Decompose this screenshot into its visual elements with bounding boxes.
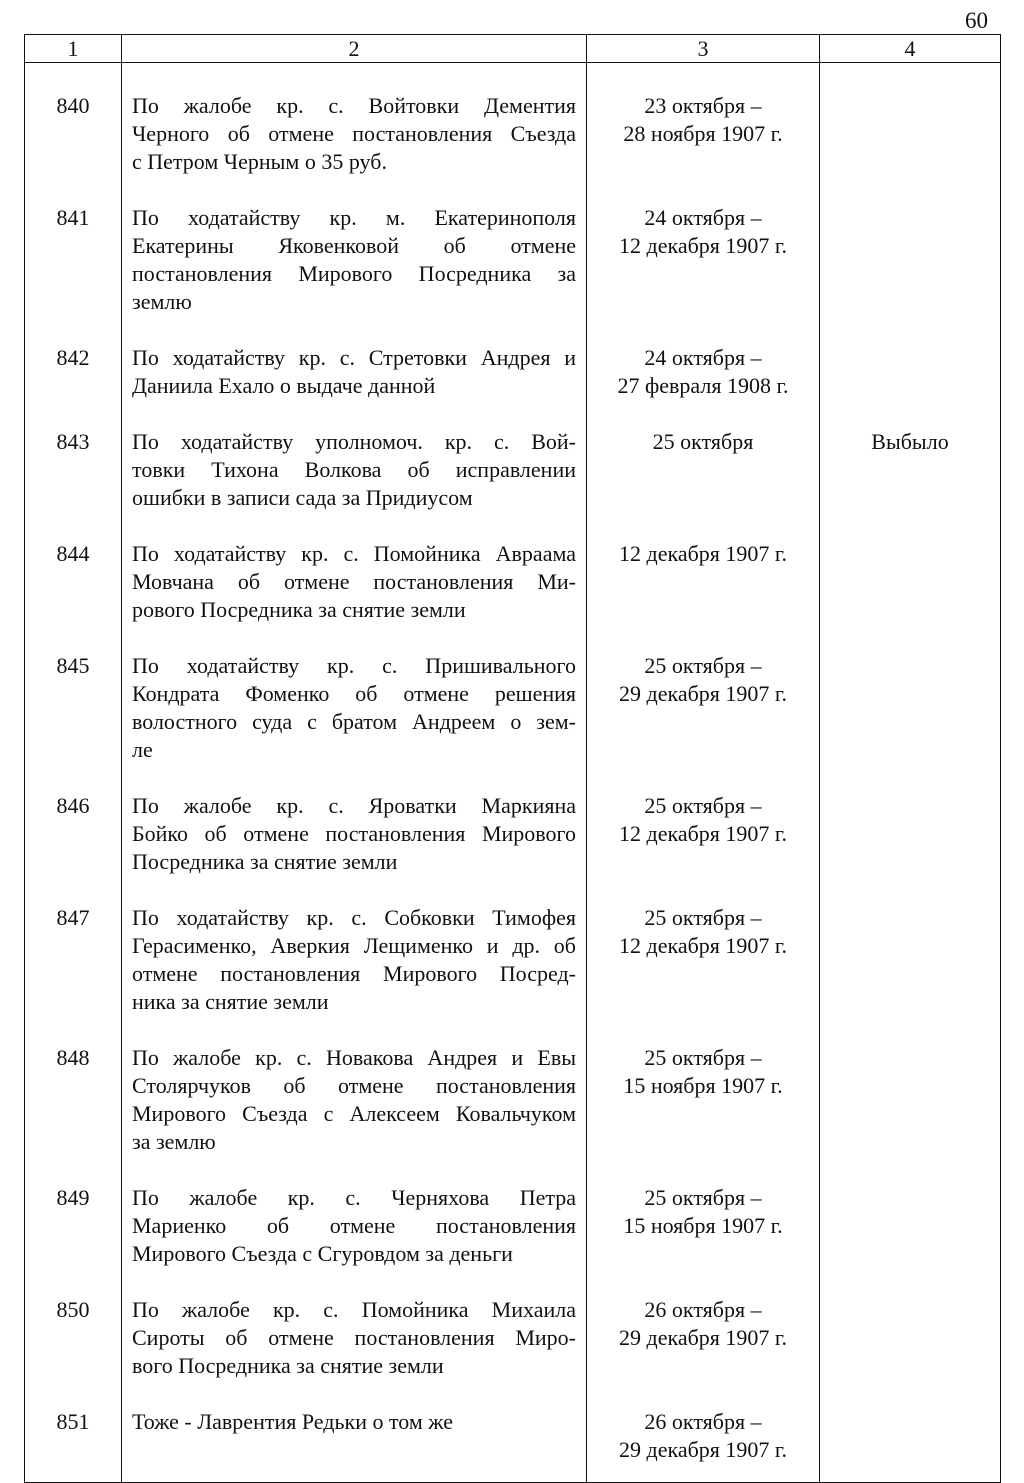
spacer-cell <box>122 316 587 344</box>
entry-note <box>820 652 1001 764</box>
entry-number: 848 <box>25 1044 122 1156</box>
entry-number: 845 <box>25 652 122 764</box>
entry-note <box>820 792 1001 876</box>
spacer-row <box>25 1464 1001 1483</box>
description-line: Екатерины Яковенковой об отмене <box>132 233 576 258</box>
date-line: 26 октября – <box>644 1409 762 1434</box>
entry-number: 843 <box>25 428 122 512</box>
description-line: По ходатайству кр. с. Помойника Авраама <box>132 541 576 566</box>
date-line: 28 ноября 1907 г. <box>623 121 783 146</box>
entry-description <box>122 344 587 400</box>
description-line: постановления Мирового Посредника за <box>132 261 576 286</box>
description-line: Мовчана об отмене постановления Ми- <box>132 569 576 594</box>
spacer-cell <box>587 764 820 792</box>
entry-dates <box>587 1044 820 1156</box>
entry-dates <box>587 204 820 316</box>
spacer-cell <box>587 1380 820 1408</box>
table-row <box>25 1408 1001 1464</box>
spacer-cell <box>25 176 122 204</box>
description-line: Черного об отмене постановления Съезда <box>132 121 576 146</box>
spacer-cell <box>820 764 1001 792</box>
spacer-cell <box>122 1016 587 1044</box>
spacer-row <box>25 876 1001 904</box>
description-line: По жалобе кр. с. Новакова Андрея и Евы <box>132 1045 576 1070</box>
description-line: Бойко об отмене постановления Мирового <box>132 821 576 846</box>
date-line: 25 октября – <box>644 905 762 930</box>
entry-description <box>122 1408 587 1464</box>
description-line: рового Посредника за снятие земли <box>132 597 466 622</box>
entry-description <box>122 792 587 876</box>
date-line: 12 декабря 1907 г. <box>619 821 787 846</box>
spacer-cell <box>122 764 587 792</box>
entry-description <box>122 904 587 1016</box>
spacer-row <box>25 512 1001 540</box>
spacer-row <box>25 1156 1001 1184</box>
date-line: 24 октября – <box>644 345 762 370</box>
spacer-cell <box>25 876 122 904</box>
spacer-cell <box>25 512 122 540</box>
column-header-notes: 4 <box>820 35 1001 63</box>
spacer-cell <box>820 63 1001 93</box>
description-line: ника за снятие земли <box>132 989 329 1014</box>
spacer-row <box>25 624 1001 652</box>
spacer-cell <box>820 1016 1001 1044</box>
spacer-cell <box>122 176 587 204</box>
entry-description <box>122 652 587 764</box>
spacer-cell <box>587 624 820 652</box>
entry-number: 841 <box>25 204 122 316</box>
date-line: 25 октября – <box>644 1045 762 1070</box>
date-line: 25 октября <box>652 429 754 454</box>
spacer-row <box>25 63 1001 93</box>
date-line: 29 декабря 1907 г. <box>619 681 787 706</box>
spacer-cell <box>820 624 1001 652</box>
date-line: 24 октября – <box>644 205 762 230</box>
table-row <box>25 904 1001 1016</box>
spacer-cell <box>587 176 820 204</box>
description-line: ошибки в записи сада за Придиусом <box>132 485 473 510</box>
entry-description <box>122 204 587 316</box>
entry-dates <box>587 1184 820 1268</box>
description-line: По жалобе кр. с. Помойника Михаила <box>132 1297 576 1322</box>
entry-number: 840 <box>25 92 122 176</box>
description-line: Герасименко, Аверкия Лещименко и др. об <box>132 933 576 958</box>
entry-number: 844 <box>25 540 122 624</box>
description-line: Кондрата Фоменко об отмене решения <box>132 681 576 706</box>
spacer-cell <box>122 512 587 540</box>
spacer-cell <box>820 1156 1001 1184</box>
spacer-cell <box>122 63 587 93</box>
description-line: за землю <box>132 1129 216 1154</box>
spacer-cell <box>25 1016 122 1044</box>
description-line: По жалобе кр. с. Яроватки Маркияна <box>132 793 576 818</box>
description-line: с Петром Черным о 35 руб. <box>132 149 387 174</box>
date-line: 27 февраля 1908 г. <box>617 373 789 398</box>
spacer-cell <box>25 1464 122 1483</box>
spacer-cell <box>25 316 122 344</box>
description-line: товки Тихона Волкова об исправлении <box>132 457 576 482</box>
date-line: 25 октября – <box>644 653 762 678</box>
column-header-description: 2 <box>122 35 587 63</box>
page-number: 60 <box>965 8 988 33</box>
description-line: Мирового Съезда с Сгуровдом за деньги <box>132 1241 513 1266</box>
spacer-cell <box>587 400 820 428</box>
spacer-row <box>25 764 1001 792</box>
register-body <box>25 63 1001 1483</box>
spacer-cell <box>820 1380 1001 1408</box>
table-row <box>25 204 1001 316</box>
entry-note <box>820 1296 1001 1380</box>
date-line: 15 ноября 1907 г. <box>623 1073 783 1098</box>
description-line: Столярчуков об отмене постановления <box>132 1073 576 1098</box>
entry-note: Выбыло <box>820 428 1001 512</box>
description-line: По ходатайству кр. с. Собковки Тимофея <box>132 905 576 930</box>
spacer-cell <box>820 512 1001 540</box>
table-row <box>25 1184 1001 1268</box>
description-line: вого Посредника за снятие земли <box>132 1353 444 1378</box>
entry-dates <box>587 1408 820 1464</box>
entry-note <box>820 540 1001 624</box>
spacer-cell <box>25 63 122 93</box>
date-line: 12 декабря 1907 г. <box>619 233 787 258</box>
spacer-cell <box>25 624 122 652</box>
table-row <box>25 540 1001 624</box>
spacer-row <box>25 176 1001 204</box>
date-line: 25 октября – <box>644 793 762 818</box>
entry-number: 842 <box>25 344 122 400</box>
table-row <box>25 92 1001 176</box>
entry-note <box>820 904 1001 1016</box>
entry-description <box>122 1296 587 1380</box>
spacer-cell <box>25 1380 122 1408</box>
entry-dates <box>587 792 820 876</box>
spacer-cell <box>587 1016 820 1044</box>
date-line: 23 октября – <box>644 93 762 118</box>
header-row <box>25 35 1001 63</box>
entry-dates <box>587 1296 820 1380</box>
description-line: По ходатайству кр. с. Стретовки Андрея и <box>132 345 576 370</box>
entry-number: 847 <box>25 904 122 1016</box>
spacer-cell <box>587 316 820 344</box>
spacer-cell <box>820 876 1001 904</box>
spacer-cell <box>587 1464 820 1483</box>
description-line: По жалобе кр. с. Черняхова Петра <box>132 1185 576 1210</box>
date-line: 29 декабря 1907 г. <box>619 1325 787 1350</box>
spacer-cell <box>587 876 820 904</box>
entry-description <box>122 92 587 176</box>
spacer-cell <box>122 1268 587 1296</box>
spacer-cell <box>122 876 587 904</box>
description-line: По ходатайству кр. с. Пришивального <box>132 653 576 678</box>
spacer-cell <box>820 1464 1001 1483</box>
description-line: По жалобе кр. с. Войтовки Дементия <box>132 93 576 118</box>
description-line: Даниила Ехало о выдаче данной <box>132 373 436 398</box>
description-line: Тоже - Лаврентия Редьки о том же <box>132 1409 453 1434</box>
spacer-cell <box>820 400 1001 428</box>
entry-number: 850 <box>25 1296 122 1380</box>
spacer-cell <box>587 1156 820 1184</box>
spacer-row <box>25 316 1001 344</box>
description-line: Сироты об отмене постановления Миро- <box>132 1325 576 1350</box>
date-line: 12 декабря 1907 г. <box>619 541 787 566</box>
description-line: отмене постановления Мирового Посред- <box>132 961 576 986</box>
date-line: 25 октября – <box>644 1185 762 1210</box>
spacer-cell <box>25 1156 122 1184</box>
date-line: 12 декабря 1907 г. <box>619 933 787 958</box>
entry-description <box>122 1184 587 1268</box>
entry-dates <box>587 540 820 624</box>
description-line: ле <box>132 737 153 762</box>
description-line: Посредника за снятие земли <box>132 849 398 874</box>
date-line: 15 ноября 1907 г. <box>623 1213 783 1238</box>
description-line: землю <box>132 289 192 314</box>
entry-number: 846 <box>25 792 122 876</box>
spacer-cell <box>122 1156 587 1184</box>
spacer-row <box>25 1380 1001 1408</box>
spacer-cell <box>820 176 1001 204</box>
entry-number: 849 <box>25 1184 122 1268</box>
entry-dates <box>587 652 820 764</box>
entry-note <box>820 344 1001 400</box>
date-line: 26 октября – <box>644 1297 762 1322</box>
entry-note <box>820 1184 1001 1268</box>
entry-note <box>820 1044 1001 1156</box>
description-line: По ходатайству кр. м. Екатеринополя <box>132 205 576 230</box>
entry-description <box>122 428 587 512</box>
entry-dates <box>587 904 820 1016</box>
date-line: 29 декабря 1907 г. <box>619 1437 787 1462</box>
description-line: Мирового Съезда с Алексеем Ковальчуком <box>132 1101 576 1126</box>
table-row <box>25 428 1001 512</box>
description-line: По ходатайству уполномоч. кр. с. Вой- <box>132 429 576 454</box>
description-line: Мариенко об отмене постановления <box>132 1213 576 1238</box>
table-row <box>25 1044 1001 1156</box>
table-row <box>25 344 1001 400</box>
entry-note <box>820 1408 1001 1464</box>
spacer-cell <box>820 316 1001 344</box>
spacer-row <box>25 1016 1001 1044</box>
spacer-cell <box>820 1268 1001 1296</box>
entry-note <box>820 204 1001 316</box>
description-line: волостного суда с братом Андреем о зем- <box>132 709 576 734</box>
spacer-cell <box>587 512 820 540</box>
table-row <box>25 652 1001 764</box>
entry-description <box>122 540 587 624</box>
table-row <box>25 792 1001 876</box>
table-row <box>25 1296 1001 1380</box>
spacer-cell <box>587 63 820 93</box>
spacer-row <box>25 400 1001 428</box>
spacer-cell <box>25 764 122 792</box>
spacer-row <box>25 1268 1001 1296</box>
register-table <box>24 34 1001 1483</box>
column-header-dates: 3 <box>587 35 820 63</box>
spacer-cell <box>122 1464 587 1483</box>
spacer-cell <box>122 624 587 652</box>
spacer-cell <box>122 400 587 428</box>
spacer-cell <box>122 1380 587 1408</box>
spacer-cell <box>25 400 122 428</box>
entry-number: 851 <box>25 1408 122 1464</box>
spacer-cell <box>25 1268 122 1296</box>
entry-description <box>122 1044 587 1156</box>
column-header-number: 1 <box>25 35 122 63</box>
spacer-cell <box>587 1268 820 1296</box>
entry-dates <box>587 344 820 400</box>
entry-dates <box>587 428 820 512</box>
entry-note <box>820 92 1001 176</box>
entry-dates <box>587 92 820 176</box>
